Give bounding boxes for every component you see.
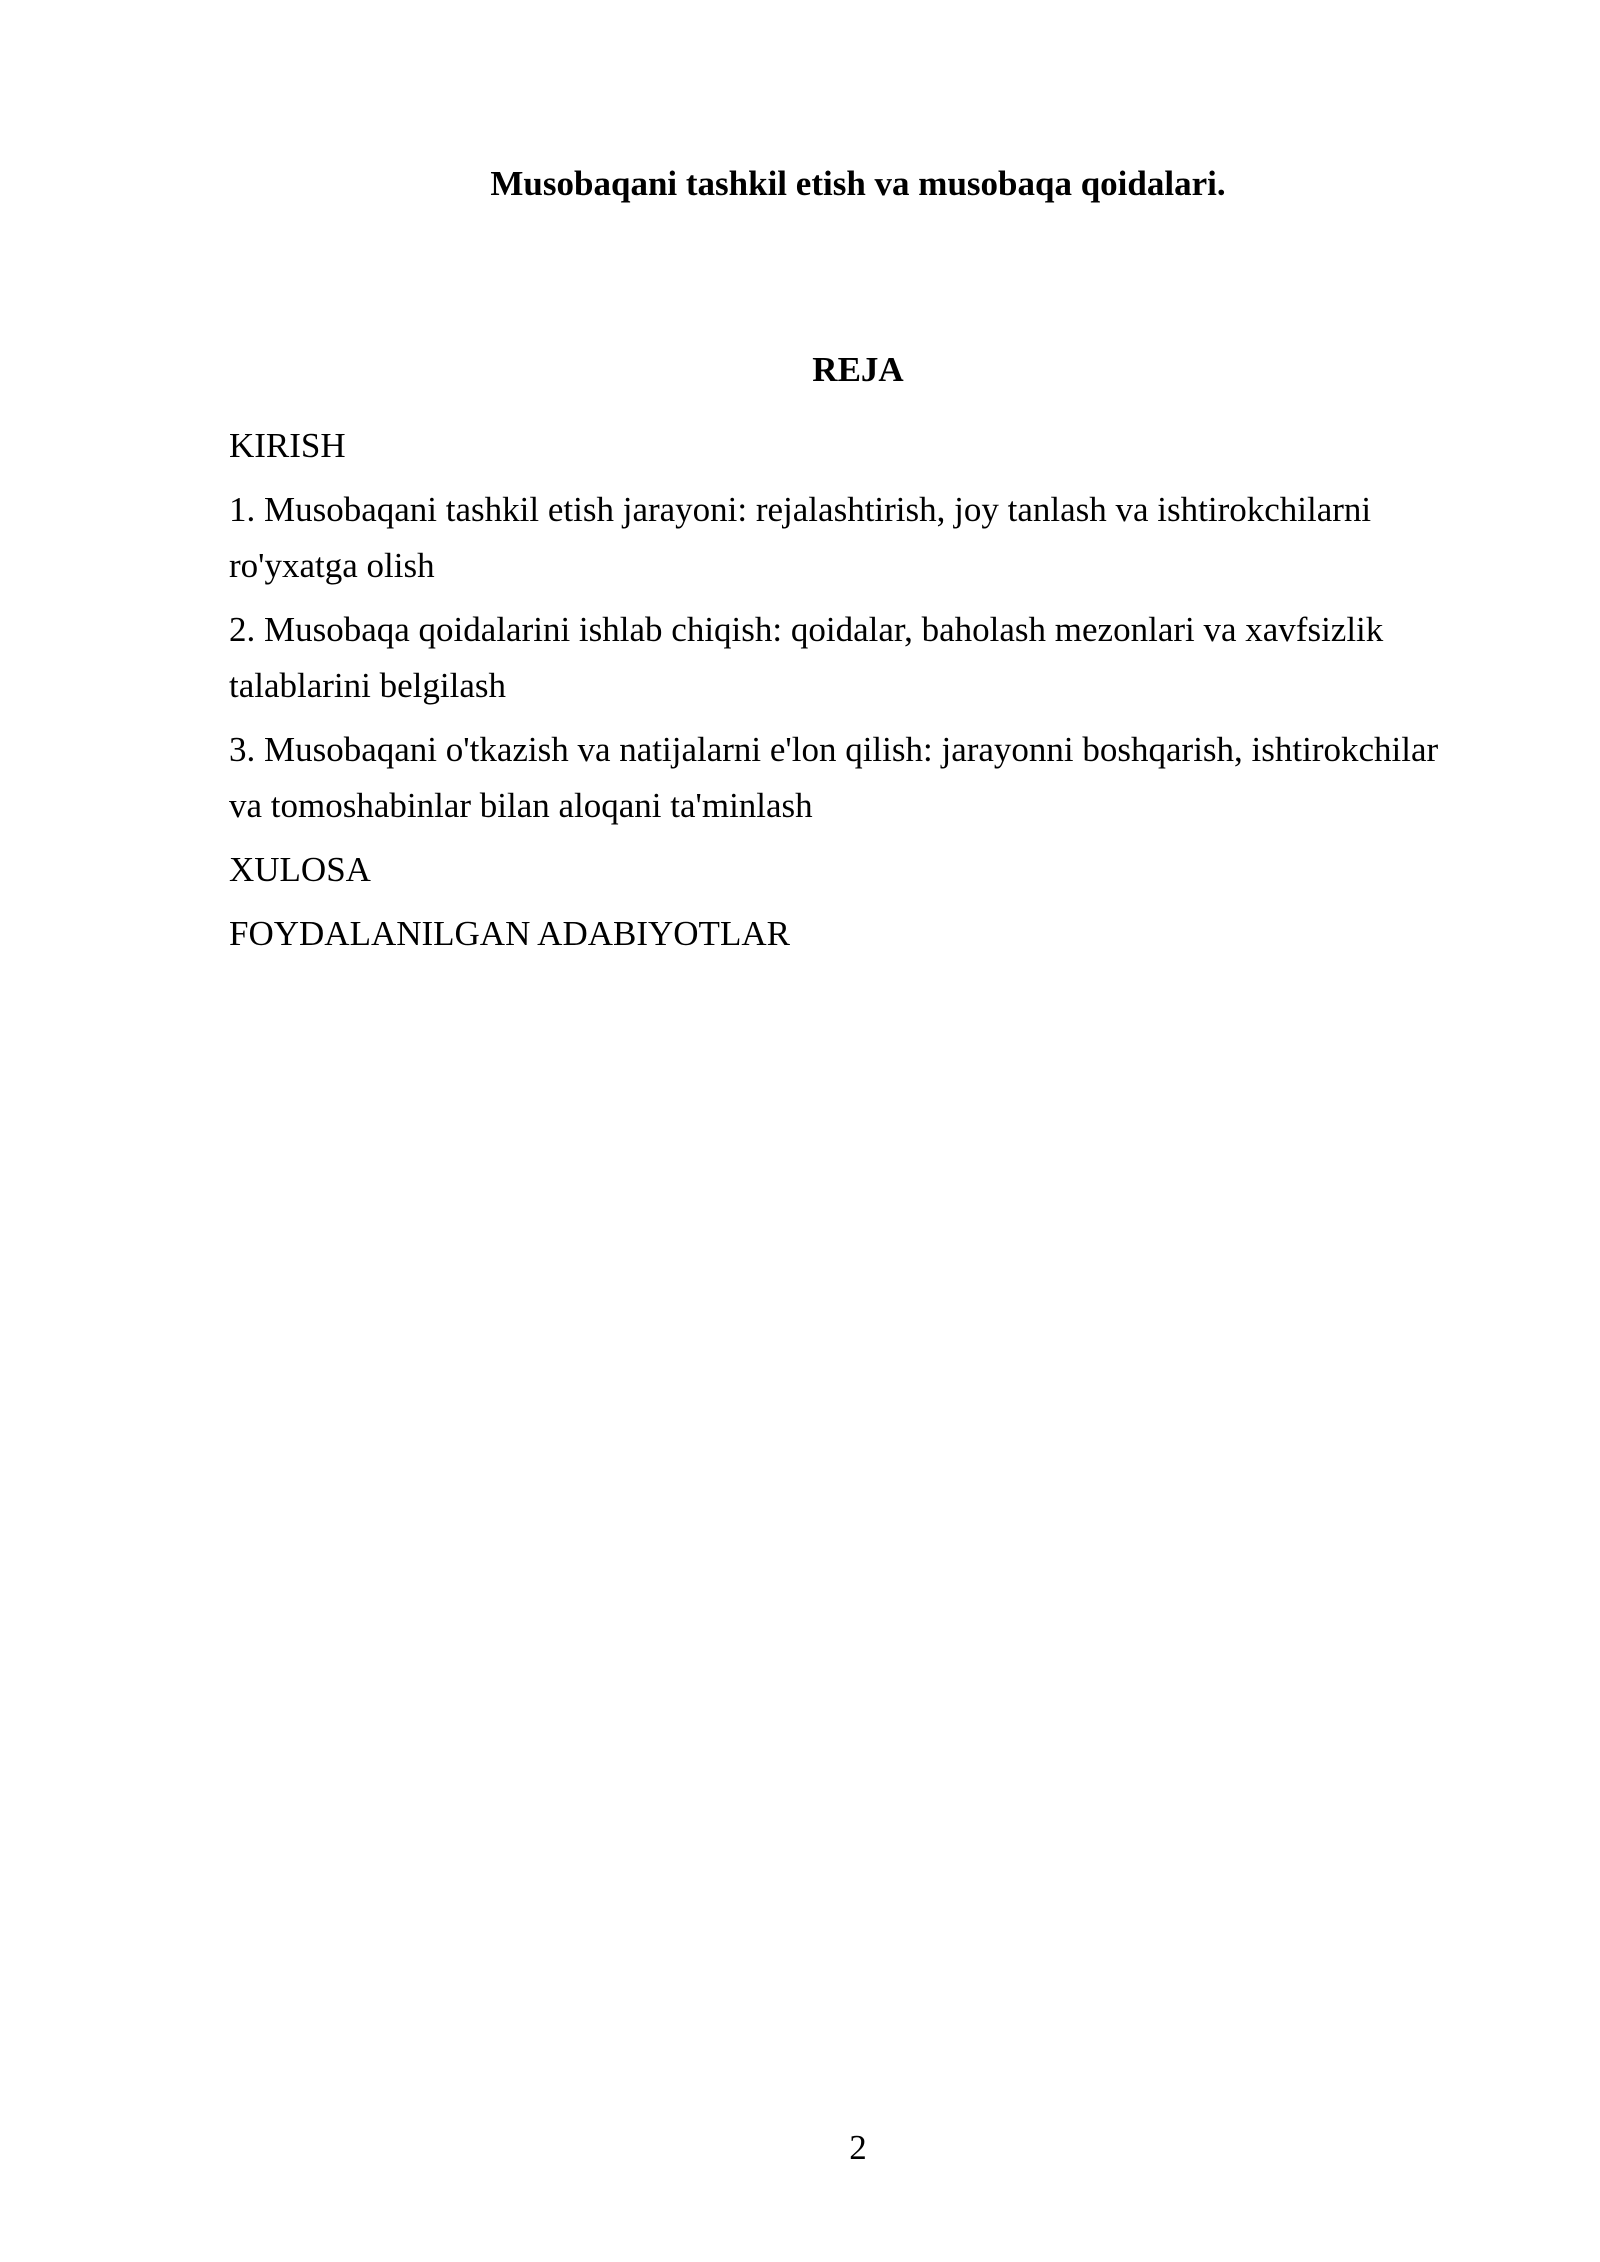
plan-heading: REJA: [812, 350, 904, 389]
page-number: 2: [849, 2128, 867, 2167]
plan-item-3: 3. Musobaqani o'tkazish va natijalarni e'lon qilish: jarayonni boshqarish, ishtirokchilar va tomoshabinlar bilan aloqani ta'minlash: [229, 730, 1439, 825]
plan-item-2: 2. Musobaqa qoidalarini ishlab chiqish: qoidalar, baholash mezonlari va xavfsizlik talablarini belgilash: [229, 610, 1384, 705]
plan-item-introduction: KIRISH: [229, 426, 346, 465]
plan-item-references: FOYDALANILGAN ADABIYOTLAR: [229, 914, 790, 953]
plan-item-1: 1. Musobaqani tashkil etish jarayoni: rejalashtirish, joy tanlash va ishtirokchilarni ro'yxatga olish: [229, 490, 1372, 585]
plan-list: [229, 418, 1479, 970]
plan-item-conclusion: XULOSA: [229, 850, 371, 889]
document-title: Musobaqani tashkil etish va musobaqa qoidalari.: [490, 164, 1226, 203]
